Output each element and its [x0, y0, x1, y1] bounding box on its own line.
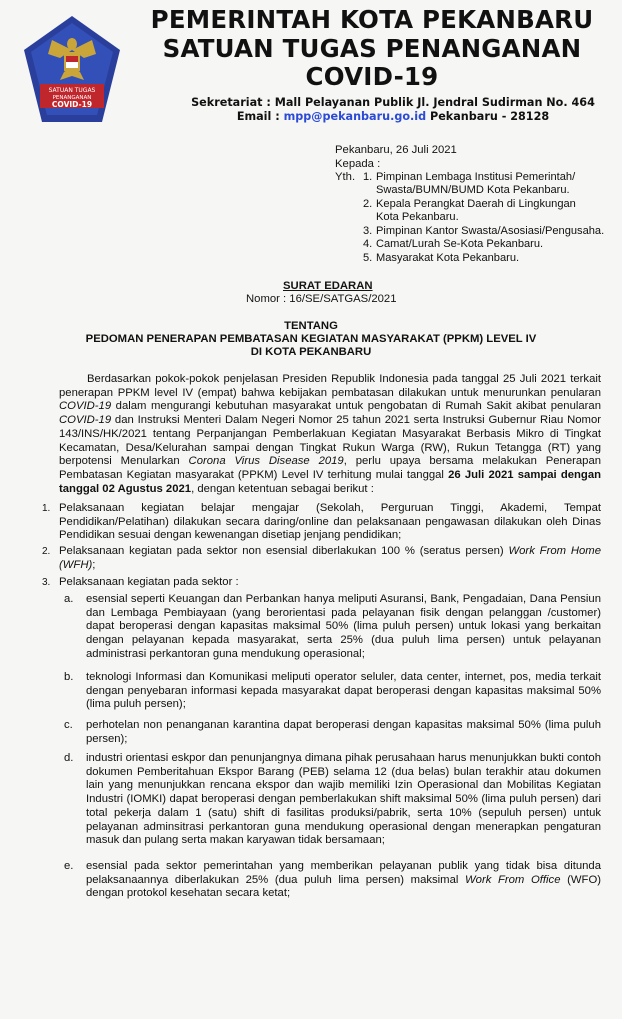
- email-link[interactable]: mpp@pekanbaru.go.id: [283, 110, 427, 123]
- recipient-4-line-1: Camat/Lurah Se-Kota Pekanbaru.: [376, 238, 544, 250]
- item-a-text: esensial seperti Keuangan dan Perbankan hanya meliputi Asuransi, Bank, Pengadaian, Dana Pensiun dan Lembaga Pembiayaan (yang berorientasi pada pelayanan fisik dengan pelanggan /customer) dapat beroperasi dengan kapasitas maksimal 50% (lima puluh persen) untuk lokasi yang berkaitan dengan pelayanan kepada masyarakat, serta 25% (dua puluh lima persen) untuk pelayanan administrasi perkantoran guna mendukung operasional;: [86, 593, 601, 660]
- recipient-5-line-1: Masyarakat Kota Pekanbaru.: [376, 252, 520, 264]
- item-letter-c: c.: [64, 719, 73, 731]
- letterhead-line-2: SATUAN TUGAS PENANGANAN: [162, 33, 582, 63]
- recipient-number-3: 3.: [363, 225, 373, 237]
- item-letter-e: e.: [64, 860, 74, 872]
- letter-date: Pekanbaru, 26 Juli 2021: [335, 144, 457, 156]
- address-line: Sekretariat : Mall Pelayanan Publik Jl. Jendral Sudirman No. 464: [191, 96, 595, 109]
- intro-paragraph: Berdasarkan pokok-pokok penjelasan Presiden Republik Indonesia pada tanggal 25 Juli 2021 terkait penerapan PPKM level IV (empat) bahwa kebijakan pembatasan dilakukan untuk menurunkan penularan COVID-19 dalam mengurangi kebutuhan masyarakat untuk pengobatan di Rumah Sakit akibat penularan COVID-19 dan Instruksi Menteri Dalam Negeri Nomor 25 tahun 2021 serta Instruksi Gubernur Riau Nomor 143/INS/HK/2021 tentang Perpanjangan Pemberlakuan Kegiatan Masyarakat Berbasis Mikro di Tingkat Kecamatan, Desa/Kelurahan sampai dengan Tingkat Rukun Warga (RW), Rukun Tetangga (RT) yang berpotensi Menularkan Corona Virus Disease 2019, perlu upaya bersama melakukan Penerapan Pembatasan Kegiatan masyarakat (PPKM) Level IV terhitung mulai tanggal 26 Juli 2021 sampai dengan tanggal 02 Agustus 2021, dengan ketentuan sebagai berikut :: [59, 373, 602, 495]
- recipient-number-1: 1.: [363, 171, 373, 183]
- recipient-1-line-1: Pimpinan Lembaga Institusi Pemerintah/: [376, 171, 576, 183]
- satgas-covid-logo-icon: [22, 14, 122, 126]
- item-letter-d: d.: [64, 752, 74, 764]
- item-1-text: Pelaksanaan kegiatan belajar mengajar (Sekolah, Perguruan Tinggi, Akademi, Tempat Pendidikan/Pelatihan) dilakukan secara daring/online dan pelaksanaan pengawasan dilakukan oleh Dinas Pendidikan sesuai dengan kewenangan disetiap jenjang pendidikan;: [59, 502, 601, 542]
- item-number-2: 2.: [42, 546, 51, 557]
- title-subject-2: DI KOTA PEKANBARU: [250, 346, 372, 358]
- letterhead-line-1: PEMERINTAH KOTA PEKANBARU: [150, 5, 594, 34]
- svg-text:SATUAN TUGAS: SATUAN TUGAS: [48, 87, 96, 94]
- title-about: TENTANG: [284, 320, 338, 332]
- recipient-2-line-1: Kepala Perangkat Daerah di Lingkungan: [376, 198, 576, 210]
- item-c-text: perhotelan non penanganan karantina dapat beroperasi dengan kapasitas maksimal 50% (lima puluh persen);: [86, 719, 601, 745]
- recipient-number-5: 5.: [363, 252, 373, 264]
- email-suffix: Pekanbaru - 28128: [426, 110, 550, 123]
- item-b-text: teknologi Informasi dan Komunikasi meliputi operator seluler, data center, internet, pos, media terkait dengan penyebaran informasi kepada masyarakat dapat beroperasi dengan kapasitas maksimal 50% (lima puluh persen);: [86, 671, 601, 711]
- item-d-text: industri orientasi eskpor dan penunjangnya dimana pihak perusahaan harus menunjukkan bukti contoh dokumen Pemberitahuan Ekspor Barang (PEB) selama 12 (dua belas) bulan terakhir atau dokumen lain yang menunjukkan rencana ekspor dan wajib memiliki Izin Operasional dan Mobilitas Kegiatan Industri (IOMKI) dapat beroperasi dengan pemberlakukan shift maksimal 50% (lima puluh persen) dari total pekerja dalam 1 (satu) shift di fasilitas produksi/pabrik, serta 10% (sepuluh persen) untuk pelayanan adminsitrasi perkantoran guna mendukung operasional dengan menerapkan pengaturan masuk dan pulang serta makan karyawan tidak bersamaan;: [86, 752, 601, 847]
- title-subject-1: PEDOMAN PENERAPAN PEMBATASAN KEGIATAN MASYARAKAT (PPKM) LEVEL IV: [85, 333, 537, 345]
- item-3-text: Pelaksanaan kegiatan pada sektor :: [59, 576, 239, 588]
- item-number-3: 3.: [42, 577, 51, 588]
- to-label: Kepada :: [335, 158, 381, 170]
- svg-text:COVID-19: COVID-19: [51, 100, 93, 109]
- item-number-1: 1.: [42, 503, 51, 514]
- recipient-2-line-2: Kota Pekanbaru.: [376, 211, 459, 223]
- letterhead: [122, 6, 622, 90]
- letterhead-address: [178, 96, 608, 124]
- email-line: [178, 110, 608, 124]
- item-2-text: Pelaksanaan kegiatan pada sektor non esensial diberlakukan 100 % (seratus persen) Work From Home (WFH);: [59, 545, 602, 571]
- item-e-text: esensial pada sektor pemerintahan yang memberikan pelayanan publik yang tidak bisa ditunda pelaksanaannya diberlakukan 25% (dua puluh lima persen) maksimal Work From Office (WFO) dengan protokol kesehatan secara ketat;: [86, 860, 602, 900]
- email-label: Email :: [236, 110, 284, 123]
- recipient-1-line-2: Swasta/BUMN/BUMD Kota Pekanbaru.: [376, 184, 570, 196]
- doc-type: SURAT EDARAN: [283, 280, 373, 292]
- item-letter-b: b.: [64, 671, 74, 683]
- svg-text:PENANGANAN: PENANGANAN: [52, 95, 92, 101]
- recipient-3-line-1: Pimpinan Kantor Swasta/Asosiasi/Pengusaha.: [376, 225, 605, 237]
- doc-number: Nomor : 16/SE/SATGAS/2021: [246, 293, 397, 305]
- recipient-number-2: 2.: [363, 198, 373, 210]
- recipient-number-4: 4.: [363, 238, 373, 250]
- item-letter-a: a.: [64, 593, 74, 605]
- yth-label: Yth.: [335, 171, 356, 183]
- letterhead-line-3: COVID-19: [305, 62, 439, 91]
